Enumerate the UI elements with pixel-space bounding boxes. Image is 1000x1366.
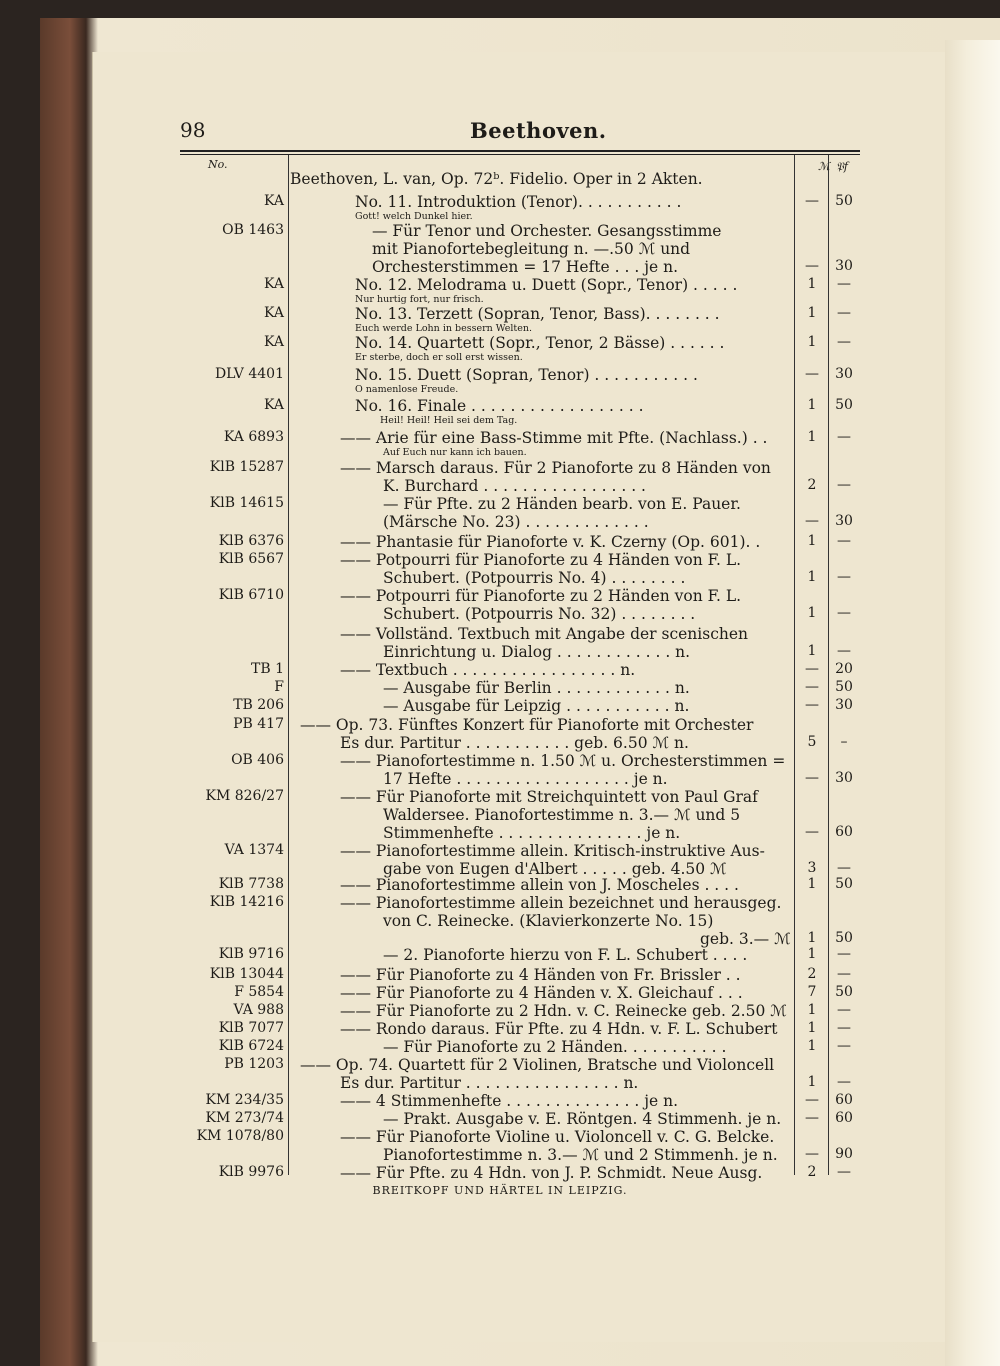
entry-text: —— Op. 73. Fünftes Konzert für Pianoforte mit Orchester: [300, 716, 754, 734]
price-pfennig: 60: [835, 1092, 853, 1108]
plate-number: KlB 15287: [209, 459, 284, 475]
price-pfennig: –: [840, 734, 848, 750]
entry-text: — Ausgabe für Leipzig . . . . . . . . . . . n.: [383, 697, 690, 715]
price-mark: —: [805, 770, 819, 786]
price-pfennig: 30: [835, 770, 853, 786]
entry-text: K. Burchard . . . . . . . . . . . . . . . . .: [383, 477, 646, 495]
price-pfennig: —: [837, 1164, 851, 1180]
entry-text: —— Potpourri für Pianoforte zu 4 Händen von F. L.: [340, 551, 742, 569]
plate-number: OB 406: [231, 752, 284, 768]
plate-number: VA 988: [233, 1002, 284, 1018]
entry-text: —— Für Pianoforte zu 4 Händen v. X. Gleichauf . . .: [340, 984, 743, 1002]
price-mark: 1: [807, 429, 817, 445]
price-pfennig: 50: [835, 193, 853, 209]
entry-text: No. 16. Finale . . . . . . . . . . . . . . . . . .: [355, 397, 644, 415]
entry-text: —— Op. 74. Quartett für 2 Violinen, Bratsche und Violoncell: [300, 1056, 775, 1074]
entry-text: —— Marsch daraus. Für 2 Pianoforte zu 8 Händen von: [340, 459, 771, 477]
entry-text: —— Textbuch . . . . . . . . . . . . . . . . . n.: [340, 661, 636, 679]
entry-text: No. 14. Quartett (Sopr., Tenor, 2 Bässe) . . . . . .: [355, 334, 725, 352]
price-mark: 1: [807, 946, 817, 962]
entry-text: —— Für Pfte. zu 4 Hdn. von J. P. Schmidt. Neue Ausg.: [340, 1164, 763, 1182]
price-pfennig: —: [837, 1020, 851, 1036]
price-mark: 1: [807, 569, 817, 585]
entry-text: Es dur. Partitur . . . . . . . . . . . . . . . . n.: [340, 1074, 639, 1092]
entry-text: —— Pianofortestimme allein. Kritisch-instruktive Aus-: [340, 842, 765, 860]
price-mark: 5: [807, 734, 817, 750]
price-mark: 1: [807, 305, 817, 321]
plate-number: TB 206: [233, 697, 284, 713]
entry-text: —— Vollständ. Textbuch mit Angabe der scenischen: [340, 625, 749, 643]
plate-number: F 5854: [234, 984, 284, 1000]
plate-number: OB 1463: [222, 222, 284, 238]
price-pfennig: —: [837, 860, 851, 876]
plate-number: KA: [263, 276, 284, 292]
column-divider-left: [288, 155, 289, 1175]
entry-text: Orchesterstimmen = 17 Hefte . . . je n.: [372, 258, 679, 276]
price-mark: 2: [807, 1164, 817, 1180]
entry-text: —— Pianofortestimme allein von J. Moscheles . . . .: [340, 876, 739, 894]
entry-text: — Für Pfte. zu 2 Händen bearb. von E. Pauer.: [383, 495, 741, 513]
price-mark: 1: [807, 605, 817, 621]
next-page-edge: [945, 40, 1000, 1366]
entry-text: Schubert. (Potpourris No. 4) . . . . . . . .: [383, 569, 686, 587]
price-pfennig: —: [837, 533, 851, 549]
entry-text: Pianofortestimme n. 3.— ℳ und 2 Stimmenh. je n.: [383, 1146, 778, 1164]
header-rule-thin: [180, 154, 860, 155]
entry-text: —— Pianofortestimme n. 1.50 ℳ u. Orchesterstimmen =: [340, 752, 786, 770]
entry-text: —— Für Pianoforte zu 2 Hdn. v. C. Reinecke geb. 2.50 ℳ: [340, 1002, 787, 1020]
price-mark: —: [805, 258, 819, 274]
plate-number: KM 273/74: [205, 1110, 284, 1126]
plate-number: TB 1: [251, 661, 284, 677]
price-pfennig: —: [837, 966, 851, 982]
column-header-mark: ℳ: [818, 160, 830, 173]
price-mark: 2: [807, 477, 817, 493]
price-pfennig: —: [837, 643, 851, 659]
price-pfennig: —: [837, 276, 851, 292]
entry-text: Beethoven, L. van, Op. 72ᵇ. Fidelio. Oper in 2 Akten.: [290, 170, 703, 188]
plate-number: KlB 7077: [218, 1020, 284, 1036]
price-mark: 1: [807, 533, 817, 549]
plate-number: KlB 6376: [218, 533, 284, 549]
entry-text: —— 4 Stimmenhefte . . . . . . . . . . . . . . je n.: [340, 1092, 679, 1110]
price-mark: 1: [807, 276, 817, 292]
plate-number: DLV 4401: [214, 366, 284, 382]
plate-number: KlB 9716: [218, 946, 284, 962]
price-pfennig: 50: [835, 984, 853, 1000]
price-mark: —: [805, 661, 819, 677]
plate-number: PB 1203: [224, 1056, 284, 1072]
price-pfennig: 50: [835, 876, 853, 892]
price-pfennig: 30: [835, 258, 853, 274]
entry-text: —— Rondo daraus. Für Pfte. zu 4 Hdn. v. F. L. Schubert: [340, 1020, 778, 1038]
entry-text: —— Für Pianoforte zu 4 Händen von Fr. Brissler . .: [340, 966, 741, 984]
entry-text: Es dur. Partitur . . . . . . . . . . . geb. 6.50 ℳ n.: [340, 734, 689, 752]
incipit-text: Auf Euch nur kann ich bauen.: [383, 447, 527, 458]
price-mark: 2: [807, 966, 817, 982]
incipit-text: O namenlose Freude.: [355, 384, 459, 395]
plate-number: VA 1374: [224, 842, 284, 858]
price-mark: —: [805, 1146, 819, 1162]
price-pfennig: 30: [835, 697, 853, 713]
price-pfennig: —: [837, 1002, 851, 1018]
plate-number: KA 6893: [223, 429, 284, 445]
plate-number: KA: [263, 305, 284, 321]
entry-text: Schubert. (Potpourris No. 32) . . . . . . . .: [383, 605, 696, 623]
entry-text: — Prakt. Ausgabe v. E. Röntgen. 4 Stimmenh. je n.: [383, 1110, 782, 1128]
plate-number: KlB 14216: [209, 894, 284, 910]
price-mark: 1: [807, 930, 817, 946]
entry-text: Einrichtung u. Dialog . . . . . . . . . . . . n.: [383, 643, 691, 661]
price-pfennig: —: [837, 605, 851, 621]
price-mark: 1: [807, 643, 817, 659]
price-pfennig: 50: [835, 679, 853, 695]
price-pfennig: 20: [835, 661, 853, 677]
entry-text: geb. 3.— ℳ: [700, 930, 791, 948]
running-head: Beethoven.: [470, 118, 607, 143]
entry-text: 17 Hefte . . . . . . . . . . . . . . . . . . je n.: [383, 770, 668, 788]
entry-text: von C. Reinecke. (Klavierkonzerte No. 15): [383, 912, 714, 930]
plate-number: KlB 14615: [209, 495, 284, 511]
plate-number: KlB 6724: [218, 1038, 284, 1054]
price-mark: 1: [807, 1074, 817, 1090]
price-mark: —: [805, 1092, 819, 1108]
entry-text: (Märsche No. 23) . . . . . . . . . . . . .: [383, 513, 649, 531]
incipit-text: Gott! welch Dunkel hier.: [355, 211, 473, 222]
price-mark: 1: [807, 397, 817, 413]
price-mark: —: [805, 679, 819, 695]
entry-text: — Für Pianoforte zu 2 Händen. . . . . . . . . . .: [383, 1038, 727, 1056]
incipit-text: Er sterbe, doch er soll erst wissen.: [355, 352, 523, 363]
plate-number: PB 417: [233, 716, 284, 732]
plate-number: KA: [263, 193, 284, 209]
plate-number: F: [274, 679, 284, 695]
plate-number: KlB 6710: [218, 587, 284, 603]
price-mark: —: [805, 697, 819, 713]
entry-text: No. 15. Duett (Sopran, Tenor) . . . . . . . . . . .: [355, 366, 698, 384]
price-pfennig: 90: [835, 1146, 853, 1162]
price-pfennig: 50: [835, 930, 853, 946]
price-pfennig: —: [837, 946, 851, 962]
price-pfennig: —: [837, 429, 851, 445]
entry-text: —— Für Pianoforte mit Streichquintett von Paul Graf: [340, 788, 758, 806]
price-pfennig: —: [837, 1038, 851, 1054]
entry-text: —— Arie für eine Bass-Stimme mit Pfte. (Nachlass.) . .: [340, 429, 768, 447]
plate-number: KlB 9976: [218, 1164, 284, 1180]
plate-number: KA: [263, 397, 284, 413]
incipit-text: Nur hurtig fort, nur frisch.: [355, 294, 484, 305]
price-mark: —: [805, 1110, 819, 1126]
price-mark: 7: [807, 984, 817, 1000]
incipit-text: Euch werde Lohn in bessern Welten.: [355, 323, 532, 334]
entry-text: —— Für Pianoforte Violine u. Violoncell v. C. G. Belcke.: [340, 1128, 775, 1146]
column-header-number: No.: [208, 158, 228, 171]
price-mark: —: [805, 366, 819, 382]
price-mark: 3: [807, 860, 817, 876]
price-pfennig: —: [837, 569, 851, 585]
entry-text: —— Pianofortestimme allein bezeichnet und herausgeg.: [340, 894, 782, 912]
price-pfennig: 30: [835, 366, 853, 382]
plate-number: KM 826/27: [205, 788, 284, 804]
price-pfennig: 60: [835, 824, 853, 840]
entry-text: Stimmenhefte . . . . . . . . . . . . . . . je n.: [383, 824, 681, 842]
plate-number: KM 1078/80: [196, 1128, 284, 1144]
price-pfennig: 60: [835, 1110, 853, 1126]
entry-text: mit Pianofortebegleitung n. —.50 ℳ und: [372, 240, 691, 258]
plate-number: KlB 6567: [218, 551, 284, 567]
entry-text: —— Phantasie für Pianoforte v. K. Czerny (Op. 601). .: [340, 533, 761, 551]
plate-number: KM 234/35: [205, 1092, 284, 1108]
price-mark: 1: [807, 876, 817, 892]
header-rule: [180, 150, 860, 152]
entry-text: No. 12. Melodrama u. Duett (Sopr., Tenor) . . . . .: [355, 276, 738, 294]
price-pfennig: —: [837, 477, 851, 493]
column-header-pfennig: 𝔓f: [836, 160, 848, 173]
entry-text: — Ausgabe für Berlin . . . . . . . . . . . . n.: [383, 679, 690, 697]
price-pfennig: —: [837, 1074, 851, 1090]
entry-text: — Für Tenor und Orchester. Gesangsstimme: [372, 222, 722, 240]
entry-text: No. 13. Terzett (Sopran, Tenor, Bass). . . . . . . .: [355, 305, 720, 323]
plate-number: KA: [263, 334, 284, 350]
plate-number: KlB 7738: [218, 876, 284, 892]
entry-text: No. 11. Introduktion (Tenor). . . . . . . . . . .: [355, 193, 682, 211]
publisher-footer: BREITKOPF UND HÄRTEL IN LEIPZIG.: [372, 1184, 628, 1197]
price-pfennig: —: [837, 334, 851, 350]
price-mark: 1: [807, 334, 817, 350]
price-pfennig: —: [837, 305, 851, 321]
incipit-text: Heil! Heil! Heil sei dem Tag.: [380, 415, 518, 426]
price-pfennig: 50: [835, 397, 853, 413]
price-mark: 1: [807, 1020, 817, 1036]
entry-text: Waldersee. Pianofortestimme n. 3.— ℳ und 5: [383, 806, 741, 824]
price-pfennig: 30: [835, 513, 853, 529]
price-mark: 1: [807, 1038, 817, 1054]
price-mark: —: [805, 193, 819, 209]
price-mark: —: [805, 824, 819, 840]
price-mark: 1: [807, 1002, 817, 1018]
entry-text: gabe von Eugen d'Albert . . . . . geb. 4.50 ℳ: [383, 860, 727, 878]
price-mark: —: [805, 513, 819, 529]
entry-text: —— Potpourri für Pianoforte zu 2 Händen von F. L.: [340, 587, 742, 605]
page-number: 98: [180, 118, 206, 142]
entry-text: — 2. Pianoforte hierzu von F. L. Schubert . . . .: [383, 946, 748, 964]
plate-number: KlB 13044: [209, 966, 284, 982]
